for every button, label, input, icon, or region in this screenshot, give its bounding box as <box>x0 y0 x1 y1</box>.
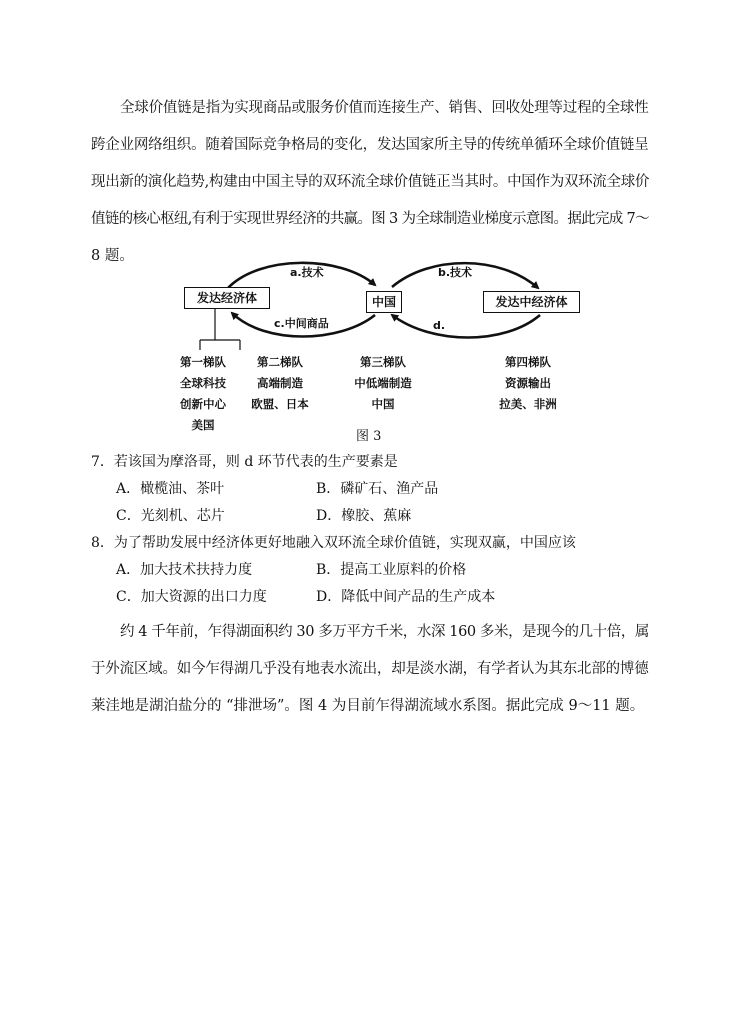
tier-2-region: 欧盟、日本 <box>251 397 309 411</box>
tier-2-role: 高端制造 <box>257 376 303 390</box>
tier-1-role-2: 创新中心 <box>180 397 226 411</box>
tier-1-role: 全球科技 <box>180 376 226 390</box>
tier-3 <box>343 352 423 415</box>
chad-paragraph <box>91 614 649 725</box>
figure-3-diagram <box>170 255 610 445</box>
q8-option-b: B．提高工业原料的价格 <box>316 562 467 578</box>
figure-3-caption: 图 3 <box>356 429 382 444</box>
intro-line: 值链的核心枢纽,有利于实现世界经济的共赢。图 3 为全球制造业梯度示意图。据此完成 7～ <box>91 211 649 227</box>
tier-1-region: 美国 <box>191 418 215 432</box>
label-arrow-c: c.中间商品 <box>274 317 329 330</box>
label-arrow-a: a.技术 <box>290 266 324 279</box>
q7-option-d: D．橡胶、蕉麻 <box>316 508 412 524</box>
label-arrow-b: b.技术 <box>438 266 473 279</box>
tier-3-region: 中国 <box>371 397 395 411</box>
tier-4-role: 资源输出 <box>505 376 551 390</box>
tier-1 <box>163 352 243 436</box>
tier-1-rank: 第一梯队 <box>180 355 226 369</box>
intro-line: 现出新的演化趋势,构建由中国主导的双环流全球价值链正当其时。中国作为双环流全球价 <box>91 174 650 190</box>
intro-line: 跨企业网络组织。随着国际竞争格局的变化，发达国家所主导的传统单循环全球价值链呈 <box>91 137 649 153</box>
q8-stem: 8．为了帮助发展中经济体更好地融入双环流全球价值链，实现双赢，中国应该 <box>91 535 576 551</box>
chad-line: 莱洼地是湖泊盐分的 “排泄场”。图 4 为目前乍得湖流域水系图。据此完成 9～11 题。 <box>91 698 645 714</box>
chad-line: 约 4 千年前，乍得湖面积约 30 多万平方千米，水深 160 多米，是现今的几十倍，属 <box>120 624 650 640</box>
tier-2-rank: 第二梯队 <box>257 355 303 369</box>
q7-option-c: C．光刻机、芯片 <box>116 508 225 524</box>
tier-2 <box>240 352 320 415</box>
q8-option-a: A．加大技术扶持力度 <box>116 562 253 578</box>
tier-4-rank: 第四梯队 <box>505 355 551 369</box>
intro-line: 全球价值链是指为实现商品或服务价值而连接生产、销售、回收处理等过程的全球性 <box>120 100 649 116</box>
chad-line: 于外流区域。如今乍得湖几乎没有地表水流出，却是淡水湖，有学者认为其东北部的博德 <box>91 661 649 677</box>
q8-option-d: D．降低中间产品的生产成本 <box>316 589 496 605</box>
q8-option-c: C．加大资源的出口力度 <box>116 589 267 605</box>
box-developed-economy: 发达经济体 <box>184 287 270 309</box>
tier-4 <box>488 352 568 415</box>
q7-stem: 7．若该国为摩洛哥，则 d 环节代表的生产要素是 <box>91 454 398 470</box>
intro-line: 8 题。 <box>91 248 134 264</box>
tier-3-role: 中低端制造 <box>354 376 412 390</box>
arrow-d <box>392 315 540 338</box>
q7-option-b: B．磷矿石、渔产品 <box>316 481 439 497</box>
tier-4-region: 拉美、非洲 <box>499 397 557 411</box>
intro-paragraph <box>91 90 649 275</box>
tier-3-rank: 第三梯队 <box>360 355 406 369</box>
label-arrow-d: d. <box>433 319 446 332</box>
box-mid-developed-economy: 发达中经济体 <box>483 291 580 313</box>
box-china: 中国 <box>366 291 402 313</box>
q7-option-a: A．橄榄油、茶叶 <box>116 481 225 497</box>
